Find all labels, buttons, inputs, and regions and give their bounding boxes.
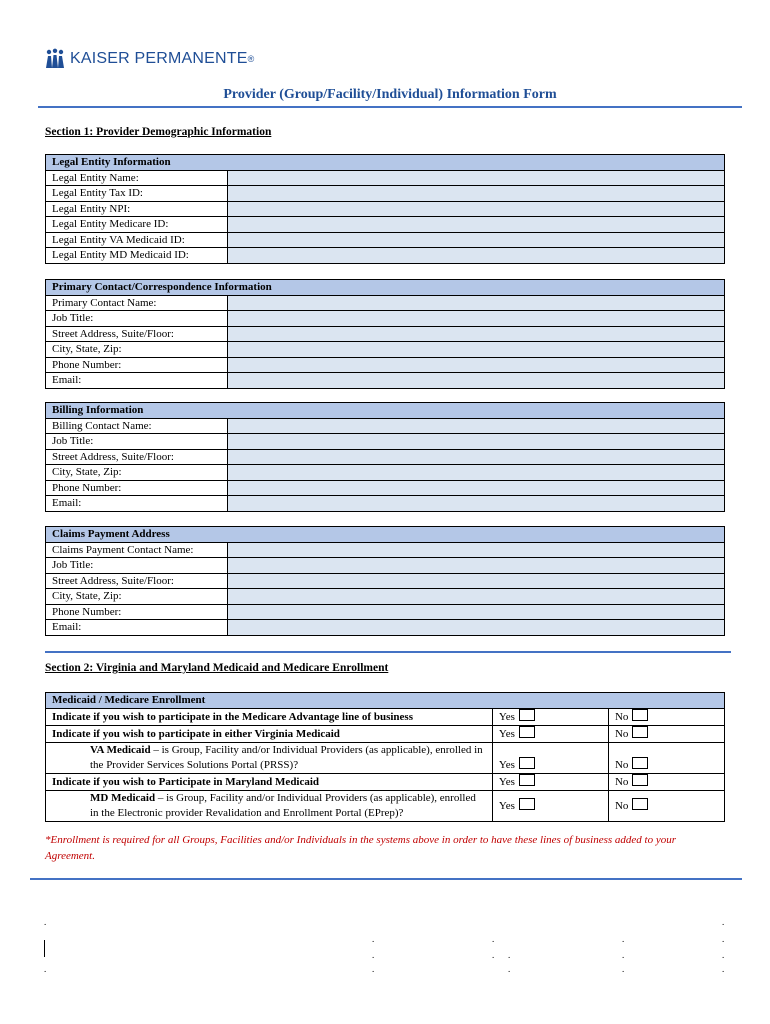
field-label: Phone Number: bbox=[46, 604, 228, 620]
virginia-medicaid-question: Indicate if you wish to participate in either Virginia Medicaid bbox=[46, 726, 493, 743]
logo-registered-mark: ® bbox=[247, 54, 255, 64]
table-row bbox=[46, 620, 725, 636]
yes-label: Yes bbox=[498, 711, 515, 723]
footer-dot: . bbox=[492, 934, 495, 944]
table-row bbox=[46, 201, 725, 217]
table-row bbox=[46, 604, 725, 620]
field-label: Legal Entity Tax ID: bbox=[46, 186, 228, 202]
field-label: Billing Contact Name: bbox=[46, 418, 228, 434]
field-input[interactable] bbox=[228, 604, 725, 620]
md-enrolled-no-checkbox[interactable] bbox=[632, 798, 648, 810]
footer-dot: . bbox=[722, 917, 725, 927]
table-row bbox=[46, 774, 725, 791]
table-row bbox=[46, 357, 725, 373]
field-label: Email: bbox=[46, 496, 228, 512]
field-input[interactable] bbox=[228, 542, 725, 558]
table-row bbox=[46, 791, 725, 822]
table-row bbox=[46, 496, 725, 512]
field-label: Legal Entity Name: bbox=[46, 170, 228, 186]
table-row bbox=[46, 373, 725, 389]
field-input[interactable] bbox=[228, 170, 725, 186]
maryland-medicaid-question: Indicate if you wish to Participate in Maryland Medicaid bbox=[46, 774, 493, 791]
field-label: Legal Entity MD Medicaid ID: bbox=[46, 248, 228, 264]
no-label: No bbox=[614, 711, 629, 723]
va-medicaid-text: – is Group, Facility and/or Individual Providers (as applicable), enrolled in the Provider Services Solutions Portal (PRSS)? bbox=[90, 744, 483, 771]
section2-heading: Section 2: Virginia and Maryland Medicaid and Medicare Enrollment bbox=[45, 662, 389, 674]
footer-bar bbox=[44, 940, 45, 957]
no-option bbox=[608, 726, 724, 743]
medicare-yes-checkbox[interactable] bbox=[519, 709, 535, 721]
yes-option bbox=[492, 743, 608, 774]
field-label: Job Title: bbox=[46, 311, 228, 327]
field-label: Job Title: bbox=[46, 434, 228, 450]
table-row bbox=[46, 573, 725, 589]
no-option bbox=[608, 709, 724, 726]
field-label: Primary Contact Name: bbox=[46, 295, 228, 311]
field-label: Street Address, Suite/Floor: bbox=[46, 449, 228, 465]
field-input[interactable] bbox=[228, 589, 725, 605]
table-row bbox=[46, 217, 725, 233]
enrollment-table-header: Medicaid / Medicare Enrollment bbox=[46, 693, 725, 709]
field-input[interactable] bbox=[228, 326, 725, 342]
field-label: Email: bbox=[46, 373, 228, 389]
table-row bbox=[46, 726, 725, 743]
table-row bbox=[46, 743, 725, 774]
field-input[interactable] bbox=[228, 342, 725, 358]
footer-dot: . bbox=[508, 964, 511, 974]
yes-option bbox=[492, 791, 608, 822]
yes-label: Yes bbox=[498, 759, 515, 771]
field-label: City, State, Zip: bbox=[46, 342, 228, 358]
field-input[interactable] bbox=[228, 186, 725, 202]
table-row bbox=[46, 434, 725, 450]
field-input[interactable] bbox=[228, 480, 725, 496]
table-row bbox=[46, 480, 725, 496]
kaiser-logo-icon bbox=[44, 48, 66, 70]
table-row bbox=[46, 465, 725, 481]
field-label: Claims Payment Contact Name: bbox=[46, 542, 228, 558]
va-participate-yes-checkbox[interactable] bbox=[519, 726, 535, 738]
footer-dot: . bbox=[372, 950, 375, 960]
va-enrolled-no-checkbox[interactable] bbox=[632, 757, 648, 769]
yes-option bbox=[492, 774, 608, 791]
no-option bbox=[608, 743, 724, 774]
no-label: No bbox=[614, 776, 629, 788]
md-participate-yes-checkbox[interactable] bbox=[519, 774, 535, 786]
va-medicaid-term: VA Medicaid bbox=[90, 744, 151, 756]
field-label: Street Address, Suite/Floor: bbox=[46, 326, 228, 342]
no-label: No bbox=[614, 759, 629, 771]
no-label: No bbox=[614, 728, 629, 740]
table-row bbox=[46, 418, 725, 434]
info-table-header: Legal Entity Information bbox=[46, 155, 725, 171]
info-table bbox=[45, 402, 725, 512]
va-enrolled-yes-checkbox[interactable] bbox=[519, 757, 535, 769]
kaiser-logo bbox=[44, 47, 255, 71]
field-input[interactable] bbox=[228, 573, 725, 589]
footer-dot: . bbox=[372, 964, 375, 974]
table-row bbox=[46, 709, 725, 726]
info-table-header: Claims Payment Address bbox=[46, 527, 725, 543]
medicare-no-checkbox[interactable] bbox=[632, 709, 648, 721]
info-table bbox=[45, 279, 725, 389]
logo-text: KAISER PERMANENTE bbox=[70, 50, 248, 67]
table-row bbox=[46, 186, 725, 202]
table-row bbox=[46, 589, 725, 605]
field-input[interactable] bbox=[228, 201, 725, 217]
title-rule bbox=[38, 106, 742, 108]
field-input[interactable] bbox=[228, 311, 725, 327]
va-participate-no-checkbox[interactable] bbox=[632, 726, 648, 738]
no-option bbox=[608, 774, 724, 791]
field-label: City, State, Zip: bbox=[46, 589, 228, 605]
va-medicaid-question bbox=[46, 743, 493, 774]
field-label: Email: bbox=[46, 620, 228, 636]
md-participate-no-checkbox[interactable] bbox=[632, 774, 648, 786]
no-label: No bbox=[614, 800, 629, 812]
footer-dot: . bbox=[44, 917, 47, 927]
footer-dot: . bbox=[622, 964, 625, 974]
footer-dot: . bbox=[508, 950, 511, 960]
footer-dot: . bbox=[44, 964, 47, 974]
footer-dot: . bbox=[372, 934, 375, 944]
table-row bbox=[46, 232, 725, 248]
table-row bbox=[46, 449, 725, 465]
info-table bbox=[45, 154, 725, 264]
section1-heading: Section 1: Provider Demographic Information bbox=[45, 126, 272, 138]
field-input[interactable] bbox=[228, 449, 725, 465]
field-label: Street Address, Suite/Floor: bbox=[46, 573, 228, 589]
md-enrolled-yes-checkbox[interactable] bbox=[519, 798, 535, 810]
field-input[interactable] bbox=[228, 232, 725, 248]
yes-option bbox=[492, 709, 608, 726]
md-medicaid-text: – is Group, Facility and/or Individual Providers (as applicable), enrolled in the Electronic provider Revalidation and Enrollment Portal (EPrep)? bbox=[90, 792, 476, 819]
yes-label: Yes bbox=[498, 776, 515, 788]
field-input[interactable] bbox=[228, 434, 725, 450]
enrollment-note: *Enrollment is required for all Groups, Facilities and/or Individuals in the systems above in order to have these lines of business added to your Agreement. bbox=[45, 834, 677, 862]
no-option bbox=[608, 791, 724, 822]
field-label: Legal Entity Medicare ID: bbox=[46, 217, 228, 233]
table-row bbox=[46, 248, 725, 264]
footer-dot: . bbox=[722, 964, 725, 974]
footer-dot: . bbox=[722, 950, 725, 960]
field-label: Job Title: bbox=[46, 558, 228, 574]
yes-label: Yes bbox=[498, 800, 515, 812]
table-row bbox=[46, 342, 725, 358]
info-table bbox=[45, 526, 725, 636]
info-table-header: Primary Contact/Correspondence Information bbox=[46, 280, 725, 296]
yes-label: Yes bbox=[498, 728, 515, 740]
field-input[interactable] bbox=[228, 418, 725, 434]
field-input[interactable] bbox=[228, 620, 725, 636]
field-label: Legal Entity NPI: bbox=[46, 201, 228, 217]
field-input[interactable] bbox=[228, 373, 725, 389]
table-row bbox=[46, 170, 725, 186]
enrollment-table bbox=[45, 692, 725, 822]
field-input[interactable] bbox=[228, 558, 725, 574]
field-label: Phone Number: bbox=[46, 357, 228, 373]
info-table-header: Billing Information bbox=[46, 403, 725, 419]
md-medicaid-term: MD Medicaid bbox=[90, 792, 156, 804]
section2-rule bbox=[30, 878, 742, 880]
footer-dot: . bbox=[622, 950, 625, 960]
footer-dot: . bbox=[722, 934, 725, 944]
table-row bbox=[46, 558, 725, 574]
table-row bbox=[46, 311, 725, 327]
field-label: City, State, Zip: bbox=[46, 465, 228, 481]
md-medicaid-question bbox=[46, 791, 493, 822]
field-input[interactable] bbox=[228, 248, 725, 264]
field-input[interactable] bbox=[228, 295, 725, 311]
form-title: Provider (Group/Facility/Individual) Information Form bbox=[223, 87, 557, 102]
medicare-advantage-question: Indicate if you wish to participate in the Medicare Advantage line of business bbox=[46, 709, 493, 726]
footer-dot: . bbox=[492, 950, 495, 960]
table-row bbox=[46, 542, 725, 558]
table-row bbox=[46, 326, 725, 342]
field-input[interactable] bbox=[228, 496, 725, 512]
section1-rule bbox=[45, 651, 731, 653]
yes-option bbox=[492, 726, 608, 743]
field-input[interactable] bbox=[228, 357, 725, 373]
footer-dot: . bbox=[622, 934, 625, 944]
field-label: Phone Number: bbox=[46, 480, 228, 496]
field-input[interactable] bbox=[228, 217, 725, 233]
table-row bbox=[46, 295, 725, 311]
field-label: Legal Entity VA Medicaid ID: bbox=[46, 232, 228, 248]
field-input[interactable] bbox=[228, 465, 725, 481]
